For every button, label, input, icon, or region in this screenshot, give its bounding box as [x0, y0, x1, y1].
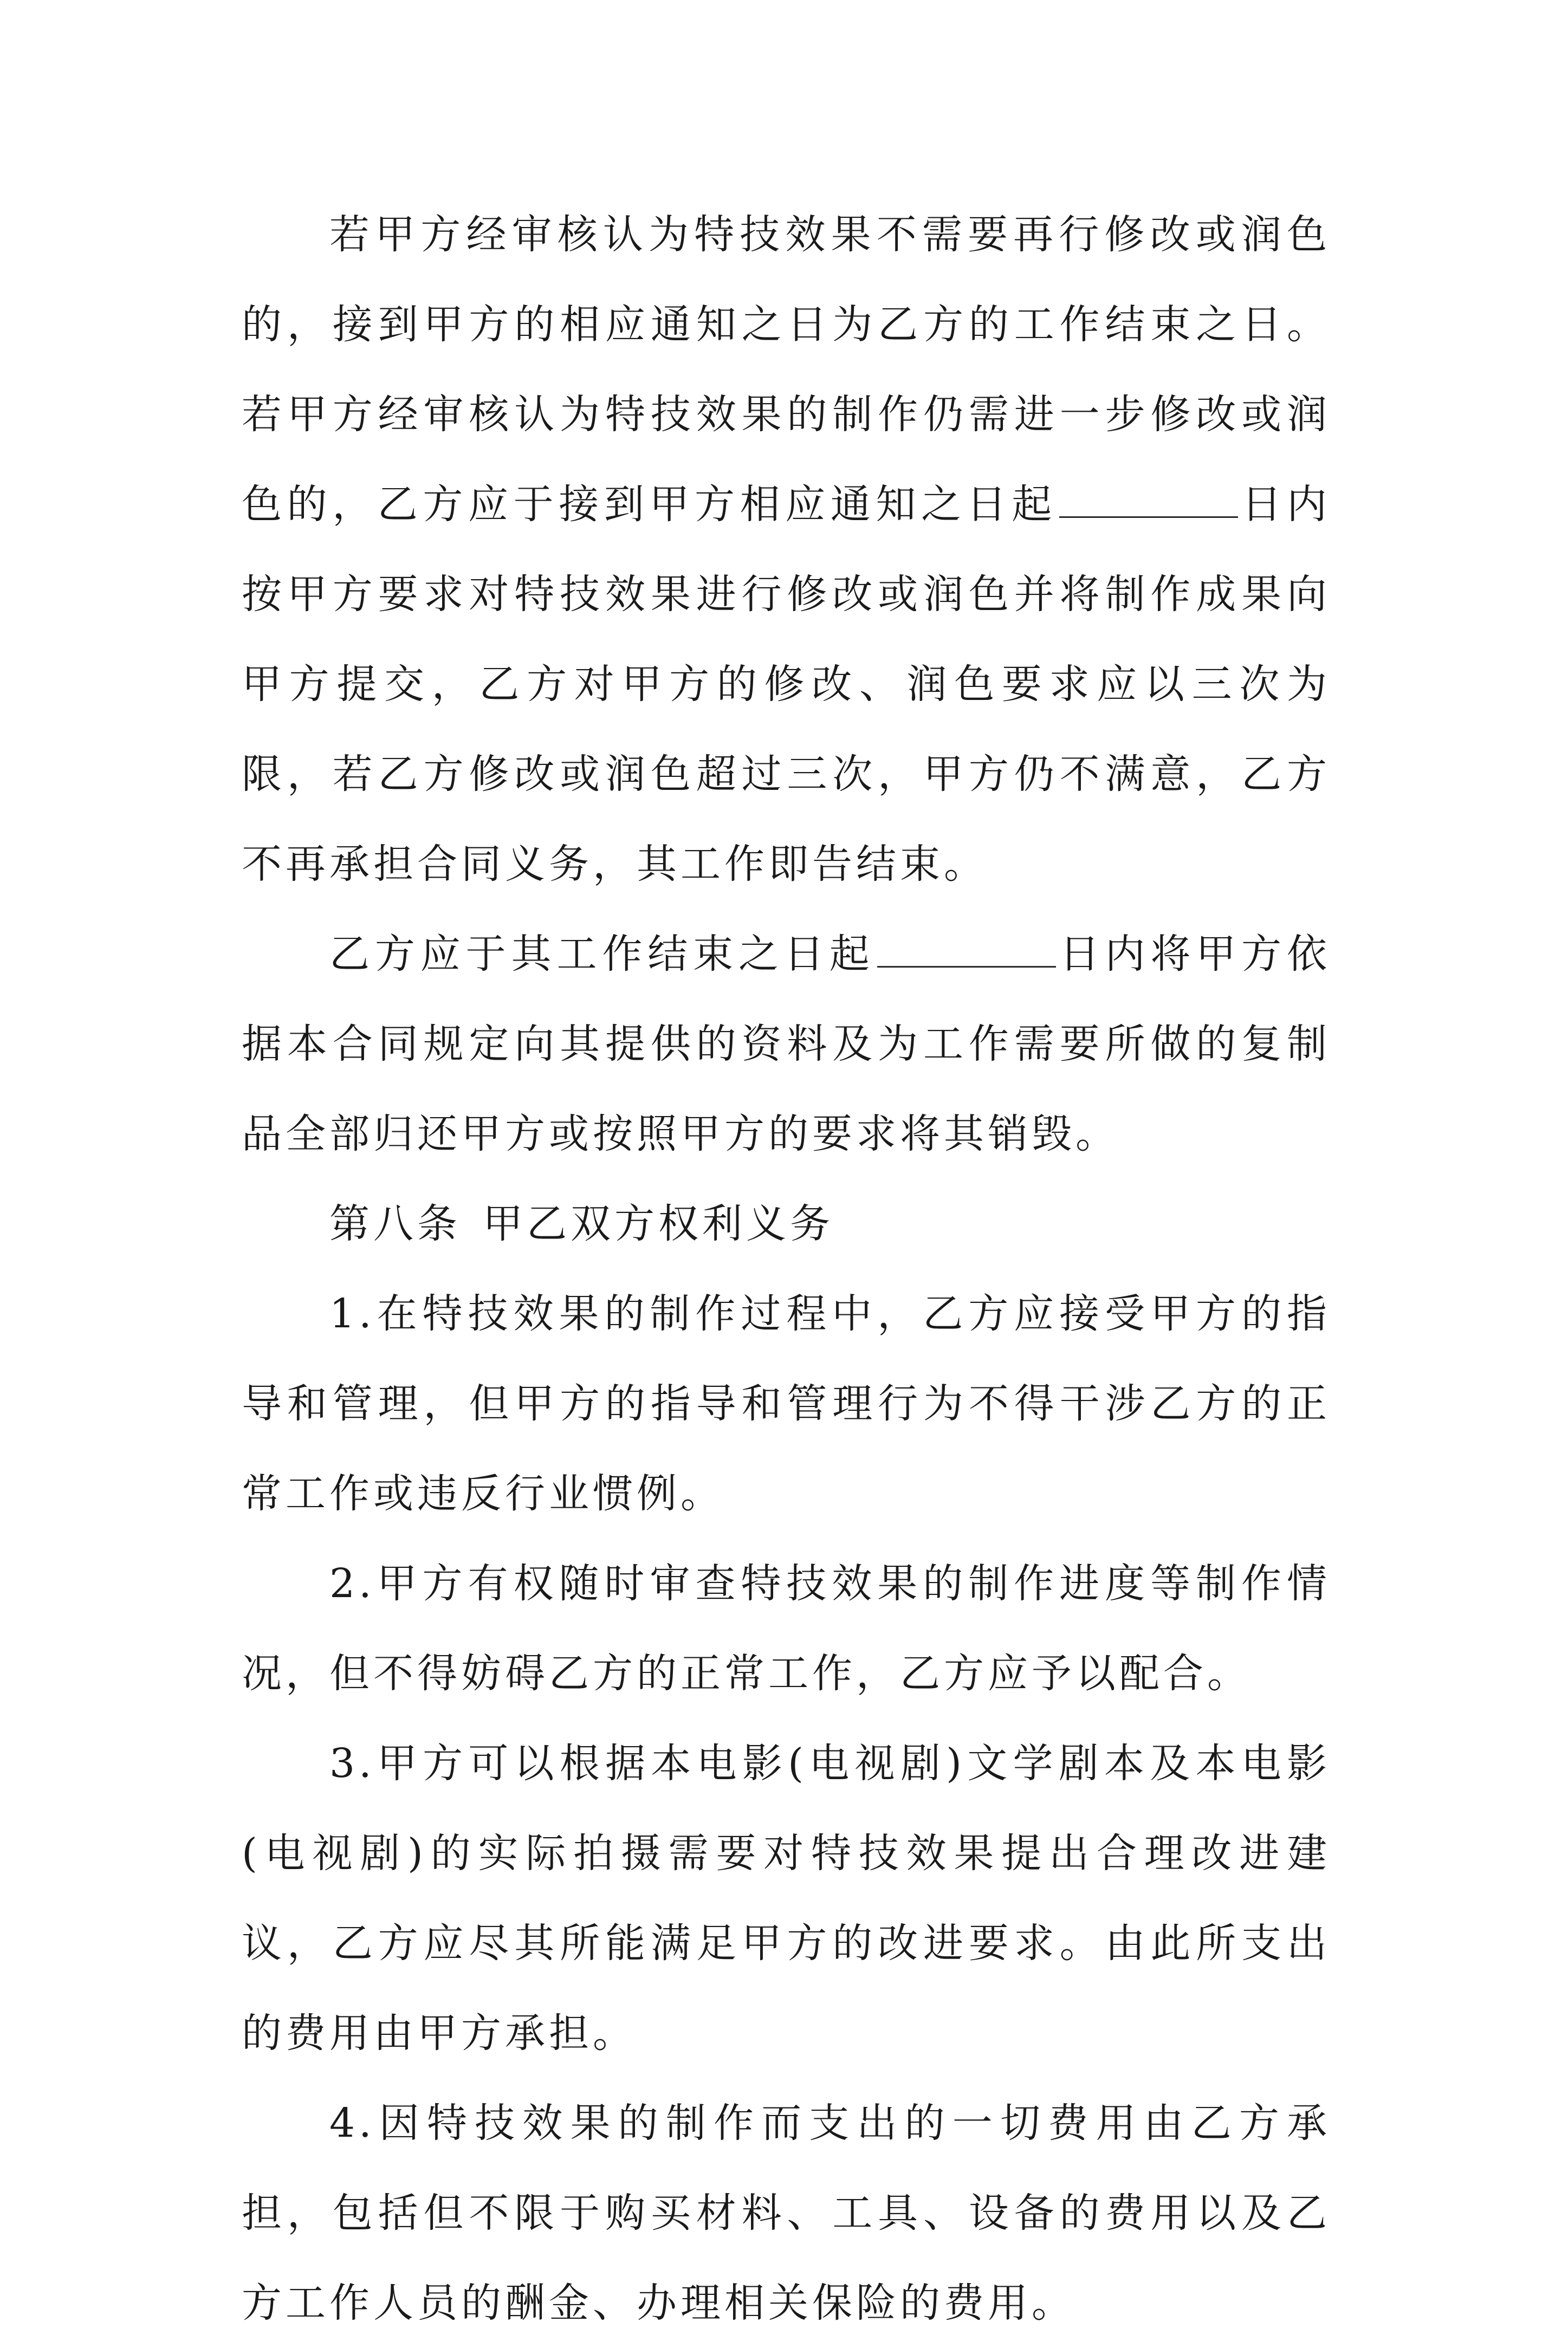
article-number: 第八条 — [329, 1201, 461, 1247]
article-title: 甲乙双方权利义务 — [483, 1201, 834, 1247]
list-item: 2.甲方有权随时审查特技效果的制作进度等制作情况，但不得妨碍乙方的正常工作，乙方应予以配合。 — [242, 1560, 1331, 1697]
list-item: 1.在特技效果的制作过程中，乙方应接受甲方的指导和管理，但甲方的指导和管理行为不得干涉乙方的正常工作或违反行业惯例。 — [242, 1290, 1331, 1517]
paragraph-return-materials — [242, 909, 1331, 1179]
paragraph-1-tail-text: 日内按甲方要求对特技效果进行修改或润色并将制作成果向甲方提交，乙方对甲方的修改、润色要求应以三次为限，若乙方修改或润色超过三次，甲方仍不满意，乙方不再承担合同义务，其工作即告结束。 — [242, 481, 1331, 887]
document-body — [242, 190, 1331, 2348]
paragraph-completion-terms — [242, 190, 1331, 909]
paragraph-1-text: 若甲方经审核认为特技效果不需要再行修改或润色的，接到甲方的相应通知之日为乙方的工作结束之日。若甲方经审核认为特技效果的制作仍需进一步修改或润色的，乙方应于接到甲方相应通知之日起 — [242, 211, 1331, 528]
article-heading — [242, 1179, 1331, 1269]
days-blank-field — [877, 965, 1056, 968]
paragraph-2-text: 乙方应于其工作结束之日起 — [329, 931, 875, 977]
list-item: 4.因特技效果的制作而支出的一切费用由乙方承担，包括但不限于购买材料、工具、设备的费用以及乙方工作人员的酬金、办理相关保险的费用。 — [242, 2100, 1331, 2326]
list-item: 3.甲方可以根据本电影(电视剧)文学剧本及本电影(电视剧)的实际拍摄需要对特技效果提出合理改进建议，乙方应尽其所能满足甲方的改进要求。由此所支出的费用由甲方承担。 — [242, 1740, 1331, 2057]
days-blank-field — [1059, 516, 1238, 518]
paragraph-2-tail-text: 日内将甲方依据本合同规定向其提供的资料及为工作需要所做的复制品全部归还甲方或按照甲方的要求将其销毁。 — [242, 931, 1331, 1157]
